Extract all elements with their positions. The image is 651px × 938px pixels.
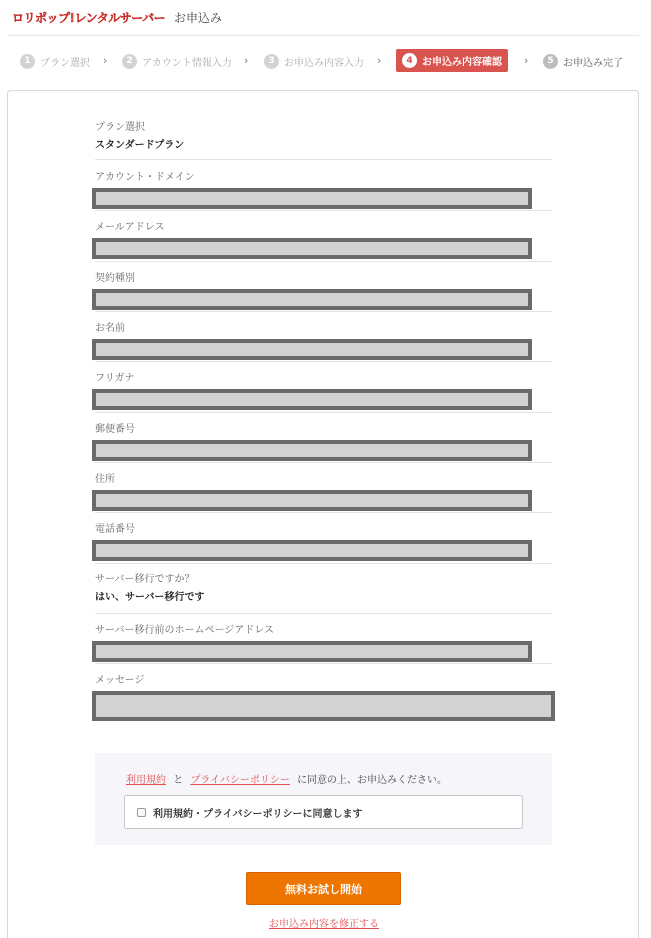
confirmation-card: [7, 90, 639, 938]
step-label: お申込み完了: [563, 57, 623, 69]
redacted-value: [92, 490, 532, 511]
agree-checkbox-field[interactable]: [124, 795, 523, 829]
field-divider: [95, 663, 552, 664]
agree-checkbox[interactable]: [137, 808, 146, 817]
step-number: 1: [20, 54, 35, 69]
field-divider: [95, 261, 552, 262]
field-label: プラン選択: [95, 122, 145, 133]
field-divider: [95, 613, 552, 614]
step-1: [20, 48, 90, 74]
agreement-text: [126, 771, 447, 786]
step-label: アカウント情報入力: [142, 57, 232, 69]
field-label: メッセージ: [95, 675, 145, 686]
field-divider: [95, 563, 552, 564]
redacted-value: [92, 641, 532, 662]
field-postal-code: [95, 423, 552, 461]
field-label: サーバー移行ですか？: [95, 574, 195, 585]
field-label: 契約種別: [95, 273, 135, 284]
field-value: はい、サーバー移行です: [95, 592, 205, 603]
step-number: 2: [122, 54, 137, 69]
field-server-migration: [95, 573, 552, 604]
field-email: [95, 221, 552, 259]
redacted-value: [92, 238, 532, 259]
field-divider: [95, 159, 552, 160]
field-divider: [95, 210, 552, 211]
chevron-right-icon: ›: [524, 54, 529, 67]
step-number: 5: [543, 54, 558, 69]
redacted-value: [92, 540, 532, 561]
field-divider: [95, 412, 552, 413]
field-divider: [95, 462, 552, 463]
agreement-panel: [95, 753, 552, 845]
step-label: お申込み内容確認: [422, 57, 502, 68]
redacted-value: [92, 440, 532, 461]
field-address: [95, 473, 552, 511]
field-plan: [95, 121, 552, 152]
field-label: アカウント・ドメイン: [95, 172, 195, 183]
field-label: 住所: [95, 474, 115, 485]
field-label: メールアドレス: [95, 222, 165, 233]
field-divider: [95, 512, 552, 513]
modify-application-link[interactable]: お申込み内容を修正する: [269, 919, 379, 930]
step-3: [264, 48, 364, 74]
field-divider: [95, 311, 552, 312]
field-value: スタンダードプラン: [95, 140, 185, 151]
chevron-right-icon: ›: [244, 54, 249, 67]
step-number: 4: [402, 53, 417, 68]
field-divider: [95, 361, 552, 362]
field-old-homepage-url: [95, 624, 552, 662]
field-label: フリガナ: [95, 373, 135, 384]
agreement-instruction: に同意の上、お申込みください。: [297, 775, 448, 786]
field-label: 郵便番号: [95, 424, 135, 435]
redacted-value: [92, 389, 532, 410]
field-furigana: [95, 372, 552, 410]
redacted-value: [92, 188, 532, 209]
step-5: [543, 48, 623, 74]
privacy-policy-link[interactable]: プライバシーポリシー: [190, 775, 290, 786]
step-label: お申込み内容入力: [284, 57, 364, 69]
field-message: [95, 674, 552, 721]
agreement-and: と: [173, 775, 184, 786]
step-2: [122, 48, 232, 74]
modify-link-wrap: [8, 915, 640, 930]
header: [0, 0, 651, 40]
field-label: お名前: [95, 323, 125, 334]
step-label: プラン選択: [40, 57, 90, 69]
step-4-active: [396, 49, 508, 72]
header-divider: [8, 35, 639, 36]
terms-link[interactable]: 利用規約: [126, 775, 166, 786]
redacted-value: [92, 289, 532, 310]
field-label: サーバー移行前のホームページアドレス: [95, 625, 274, 636]
field-phone: [95, 523, 552, 561]
agree-checkbox-label[interactable]: 利用規約・プライバシーポリシーに同意します: [153, 808, 363, 820]
field-contract-type: [95, 272, 552, 310]
lolipop-logo[interactable]: ロリポップ!レンタルサーバー: [12, 11, 166, 25]
field-label: 電話番号: [95, 524, 135, 535]
redacted-value: [92, 691, 555, 721]
redacted-value: [92, 339, 532, 360]
chevron-right-icon: ›: [103, 54, 108, 67]
chevron-right-icon: ›: [377, 54, 382, 67]
page-title: お申込み: [174, 11, 223, 25]
progress-steps: [0, 48, 651, 74]
field-account-domain: [95, 171, 552, 209]
field-name: [95, 322, 552, 360]
step-number: 3: [264, 54, 279, 69]
start-free-trial-button[interactable]: 無料お試し開始: [246, 872, 401, 905]
